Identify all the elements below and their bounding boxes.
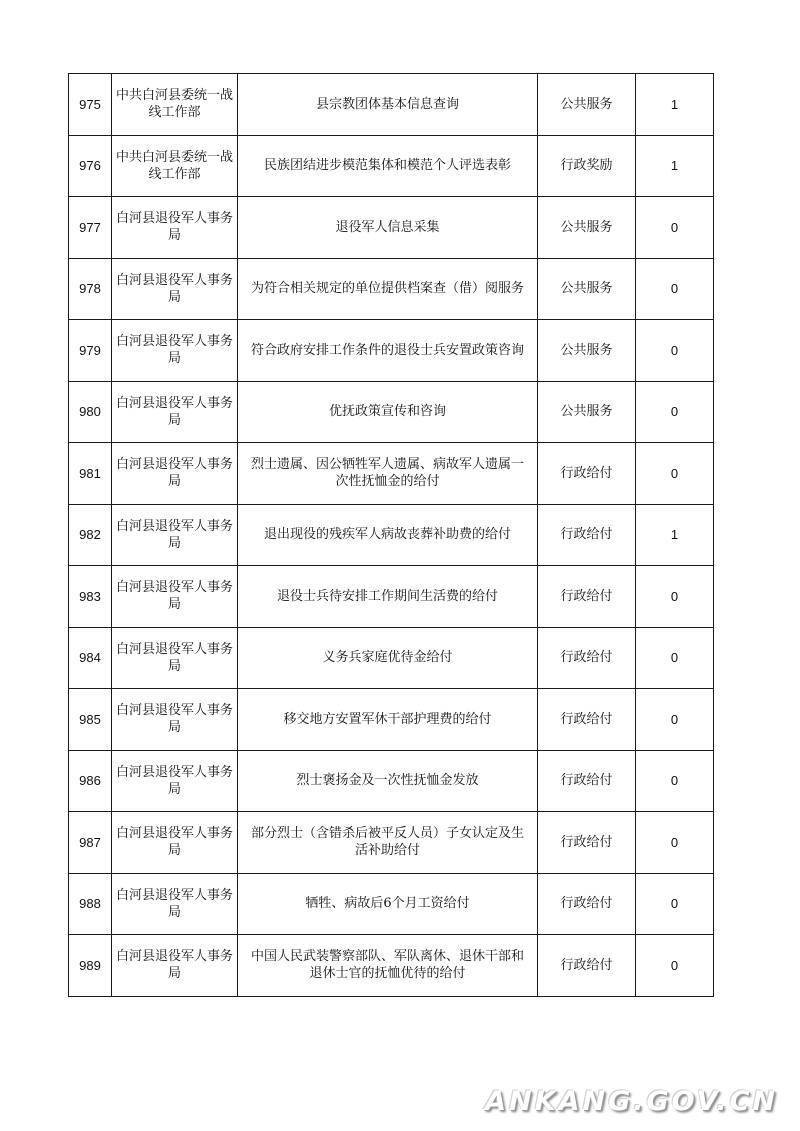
count-cell: 0 [636,566,714,628]
table-row [69,566,714,628]
item-name-cell: 移交地方安置军休干部护理费的给付 [238,689,538,751]
table-row [69,627,714,689]
row-number: 989 [69,935,112,997]
department-cell: 白河县退役军人事务局 [112,381,238,443]
count-cell: 0 [636,197,714,259]
department-cell: 中共白河县委统一战线工作部 [112,135,238,197]
row-number: 975 [69,74,112,136]
department-cell: 白河县退役军人事务局 [112,812,238,874]
department-cell: 白河县退役军人事务局 [112,197,238,259]
department-cell: 白河县退役军人事务局 [112,689,238,751]
service-items-table [68,73,714,997]
item-type-cell: 公共服务 [538,258,636,320]
item-type-cell: 行政给付 [538,566,636,628]
item-type-cell: 行政给付 [538,812,636,874]
table-row [69,504,714,566]
count-cell: 0 [636,627,714,689]
table-row [69,750,714,812]
item-name-cell: 退出现役的残疾军人病故丧葬补助费的给付 [238,504,538,566]
count-cell: 0 [636,443,714,505]
item-type-cell: 公共服务 [538,320,636,382]
item-name-cell: 烈士遗属、因公牺牲军人遗属、病故军人遗属一次性抚恤金的给付 [238,443,538,505]
table-row [69,935,714,997]
item-type-cell: 行政给付 [538,873,636,935]
table-row [69,689,714,751]
row-number: 982 [69,504,112,566]
count-cell: 0 [636,381,714,443]
item-type-cell: 公共服务 [538,197,636,259]
table-row [69,381,714,443]
table-row [69,873,714,935]
item-type-cell: 行政给付 [538,935,636,997]
department-cell: 白河县退役军人事务局 [112,320,238,382]
item-name-cell: 为符合相关规定的单位提供档案查（借）阅服务 [238,258,538,320]
count-cell: 0 [636,258,714,320]
row-number: 983 [69,566,112,628]
department-cell: 白河县退役军人事务局 [112,504,238,566]
site-watermark: ANKANG.GOV.CN [485,1086,778,1117]
row-number: 979 [69,320,112,382]
item-name-cell: 部分烈士（含错杀后被平反人员）子女认定及生活补助给付 [238,812,538,874]
count-cell: 1 [636,504,714,566]
item-name-cell: 烈士褒扬金及一次性抚恤金发放 [238,750,538,812]
item-name-cell: 民族团结进步模范集体和模范个人评选表彰 [238,135,538,197]
item-name-cell: 义务兵家庭优待金给付 [238,627,538,689]
department-cell: 白河县退役军人事务局 [112,258,238,320]
row-number: 977 [69,197,112,259]
row-number: 978 [69,258,112,320]
table-row [69,135,714,197]
department-cell: 中共白河县委统一战线工作部 [112,74,238,136]
count-cell: 0 [636,689,714,751]
item-name-cell: 符合政府安排工作条件的退役士兵安置政策咨询 [238,320,538,382]
row-number: 980 [69,381,112,443]
item-name-cell: 退役军人信息采集 [238,197,538,259]
count-cell: 0 [636,873,714,935]
department-cell: 白河县退役军人事务局 [112,750,238,812]
item-name-cell: 优抚政策宣传和咨询 [238,381,538,443]
item-name-cell: 县宗教团体基本信息查询 [238,74,538,136]
row-number: 986 [69,750,112,812]
row-number: 988 [69,873,112,935]
item-name-cell: 退役士兵待安排工作期间生活费的给付 [238,566,538,628]
department-cell: 白河县退役军人事务局 [112,443,238,505]
count-cell: 1 [636,74,714,136]
count-cell: 0 [636,812,714,874]
table-row [69,812,714,874]
item-type-cell: 公共服务 [538,74,636,136]
department-cell: 白河县退役军人事务局 [112,935,238,997]
table-row [69,320,714,382]
department-cell: 白河县退役军人事务局 [112,627,238,689]
item-type-cell: 行政给付 [538,504,636,566]
item-type-cell: 行政给付 [538,750,636,812]
table-row [69,258,714,320]
count-cell: 1 [636,135,714,197]
table-row [69,443,714,505]
department-cell: 白河县退役军人事务局 [112,566,238,628]
item-name-cell: 中国人民武装警察部队、军队离休、退休干部和退休士官的抚恤优待的给付 [238,935,538,997]
department-cell: 白河县退役军人事务局 [112,873,238,935]
item-type-cell: 行政奖励 [538,135,636,197]
item-type-cell: 行政给付 [538,689,636,751]
item-name-cell: 牺牲、病故后6个月工资给付 [238,873,538,935]
row-number: 984 [69,627,112,689]
row-number: 981 [69,443,112,505]
count-cell: 0 [636,750,714,812]
count-cell: 0 [636,320,714,382]
row-number: 987 [69,812,112,874]
count-cell: 0 [636,935,714,997]
table-row [69,197,714,259]
item-type-cell: 公共服务 [538,381,636,443]
row-number: 976 [69,135,112,197]
row-number: 985 [69,689,112,751]
item-type-cell: 行政给付 [538,443,636,505]
table-row [69,74,714,136]
item-type-cell: 行政给付 [538,627,636,689]
